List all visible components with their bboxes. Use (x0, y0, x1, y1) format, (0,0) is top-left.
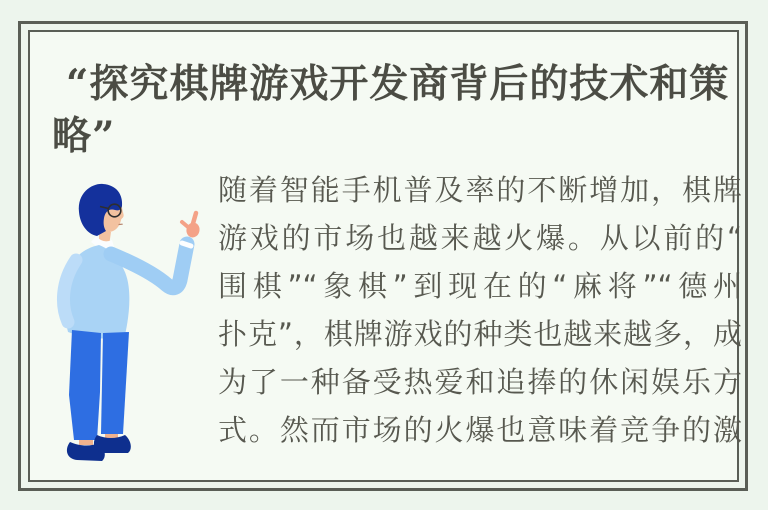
man-pointing-illustration (55, 180, 205, 470)
article-title-line-2: 略” (52, 113, 116, 159)
paragraph-line: 式。然而市场的火爆也意味着竞争的激 (218, 413, 742, 447)
paragraph-line: 扑克”，棋牌游戏的种类也越来越多，成 (218, 317, 742, 351)
person-cuff (182, 243, 191, 246)
article-title-line-1: “探究棋牌游戏开发商背后的技术和策 (66, 61, 730, 107)
person-svg (55, 180, 205, 470)
paragraph-line: 随着智能手机普及率的不断增加，棋牌 (218, 173, 742, 207)
person-right-leg (101, 332, 129, 434)
person-pointing-hand (182, 213, 201, 239)
paragraph-line: 为了一种备受热爱和追捧的休闲娱乐方 (218, 365, 742, 399)
paragraph-line: 游戏的市场也越来越火爆。从以前的“ (218, 221, 742, 255)
article-paragraph (218, 166, 742, 478)
person-left-leg (69, 330, 101, 440)
article-title (50, 58, 740, 162)
paragraph-line: 围棋”“象棋”到现在的“麻将”“德州 (218, 269, 742, 303)
